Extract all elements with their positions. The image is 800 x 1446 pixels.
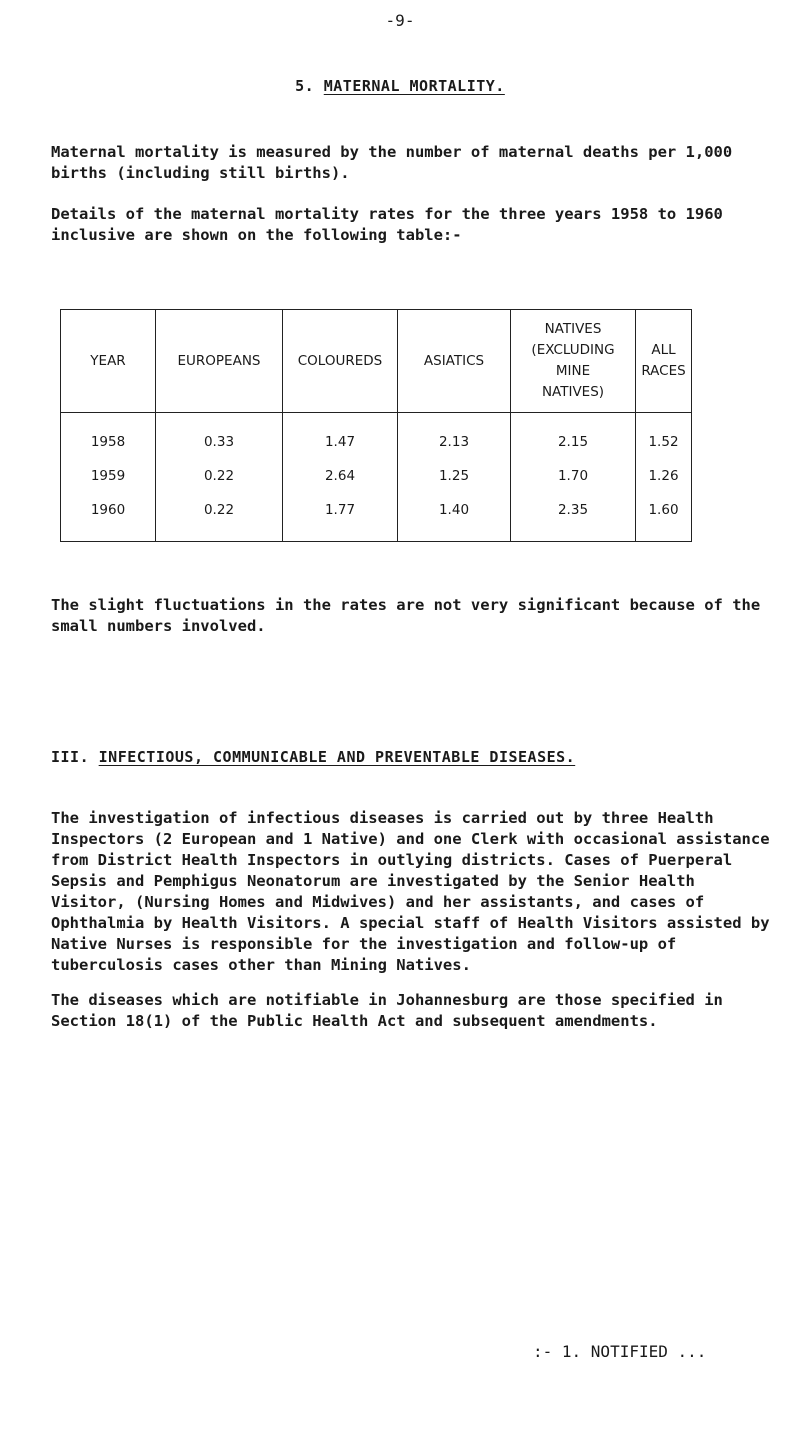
- paragraph-notifiable-diseases: The diseases which are notifiable in Johannesburg are those specified in Section 18(1) of the Public Health Act and subsequent amendments.: [51, 991, 723, 1030]
- section-5-number: 5.: [295, 77, 315, 95]
- header-natives-line2: (EXCLUDING: [531, 342, 615, 358]
- cell-coloureds: 1.47: [283, 413, 398, 460]
- paragraph-table-intro: Details of the maternal mortality rates for the three years 1958 to 1960 inclusive are shown on the following table:-: [51, 205, 723, 244]
- maternal-mortality-table: [60, 309, 692, 542]
- header-coloureds: COLOUREDS: [283, 310, 398, 413]
- cell-asiatics: 2.13: [398, 413, 511, 460]
- page-number: -9-: [385, 11, 415, 30]
- cell-coloureds: 1.77: [283, 493, 398, 542]
- header-natives-line4: NATIVES): [541, 384, 605, 400]
- cell-year: 1958: [61, 413, 156, 460]
- header-natives-line1: NATIVES: [544, 321, 602, 337]
- section-5-title: MATERNAL MORTALITY.: [323, 77, 505, 95]
- cell-natives: 1.70: [511, 459, 636, 493]
- header-all-races: [636, 310, 692, 413]
- cell-all-races: 1.26: [636, 459, 692, 493]
- continuation-note: :- 1. NOTIFIED ...: [533, 1342, 707, 1361]
- cell-coloureds: 2.64: [283, 459, 398, 493]
- header-asiatics: ASIATICS: [398, 310, 511, 413]
- cell-europeans: 0.22: [156, 493, 283, 542]
- paragraph-maternal-definition: Maternal mortality is measured by the number of maternal deaths per 1,000 births (including still births).: [51, 143, 733, 182]
- cell-asiatics: 1.40: [398, 493, 511, 542]
- table-header-row: [61, 310, 692, 413]
- paragraph-fluctuations: The slight fluctuations in the rates are not very significant because of the small numbers involved.: [51, 596, 761, 635]
- table-row: [61, 459, 692, 493]
- header-all-races-line2: RACES: [641, 363, 686, 379]
- header-europeans: EUROPEANS: [156, 310, 283, 413]
- cell-asiatics: 1.25: [398, 459, 511, 493]
- section-5-heading: [0, 77, 800, 95]
- table-row: [61, 493, 692, 542]
- header-all-races-line1: ALL: [651, 342, 676, 358]
- section-3-heading: [51, 748, 575, 766]
- cell-natives: 2.35: [511, 493, 636, 542]
- cell-all-races: 1.60: [636, 493, 692, 542]
- cell-europeans: 0.22: [156, 459, 283, 493]
- cell-natives: 2.15: [511, 413, 636, 460]
- header-natives-line3: MINE: [555, 363, 591, 379]
- header-year: YEAR: [61, 310, 156, 413]
- cell-all-races: 1.52: [636, 413, 692, 460]
- paragraph-investigation: The investigation of infectious diseases is carried out by three Health Inspectors (2 European and 1 Native) and one Clerk with occasional assistance from District Health Inspectors in outlying districts. Cases of Puerperal Sepsis and Pemphigus Neonatorum are investigated by the Senior Health Visitor, (Nursing Homes and Midwives) and her assistants, and cases of Ophthalmia by Health Visitors. A special staff of Health Visitors assisted by Native Nurses is responsible for the investigation and follow-up of tuberculosis cases other than Mining Natives.: [51, 809, 770, 974]
- cell-year: 1959: [61, 459, 156, 493]
- header-natives: [511, 310, 636, 413]
- section-3-number: III.: [51, 748, 90, 766]
- section-3-title: INFECTIOUS, COMMUNICABLE AND PREVENTABLE DISEASES.: [98, 748, 576, 766]
- cell-europeans: 0.33: [156, 413, 283, 460]
- table-row: [61, 413, 692, 460]
- cell-year: 1960: [61, 493, 156, 542]
